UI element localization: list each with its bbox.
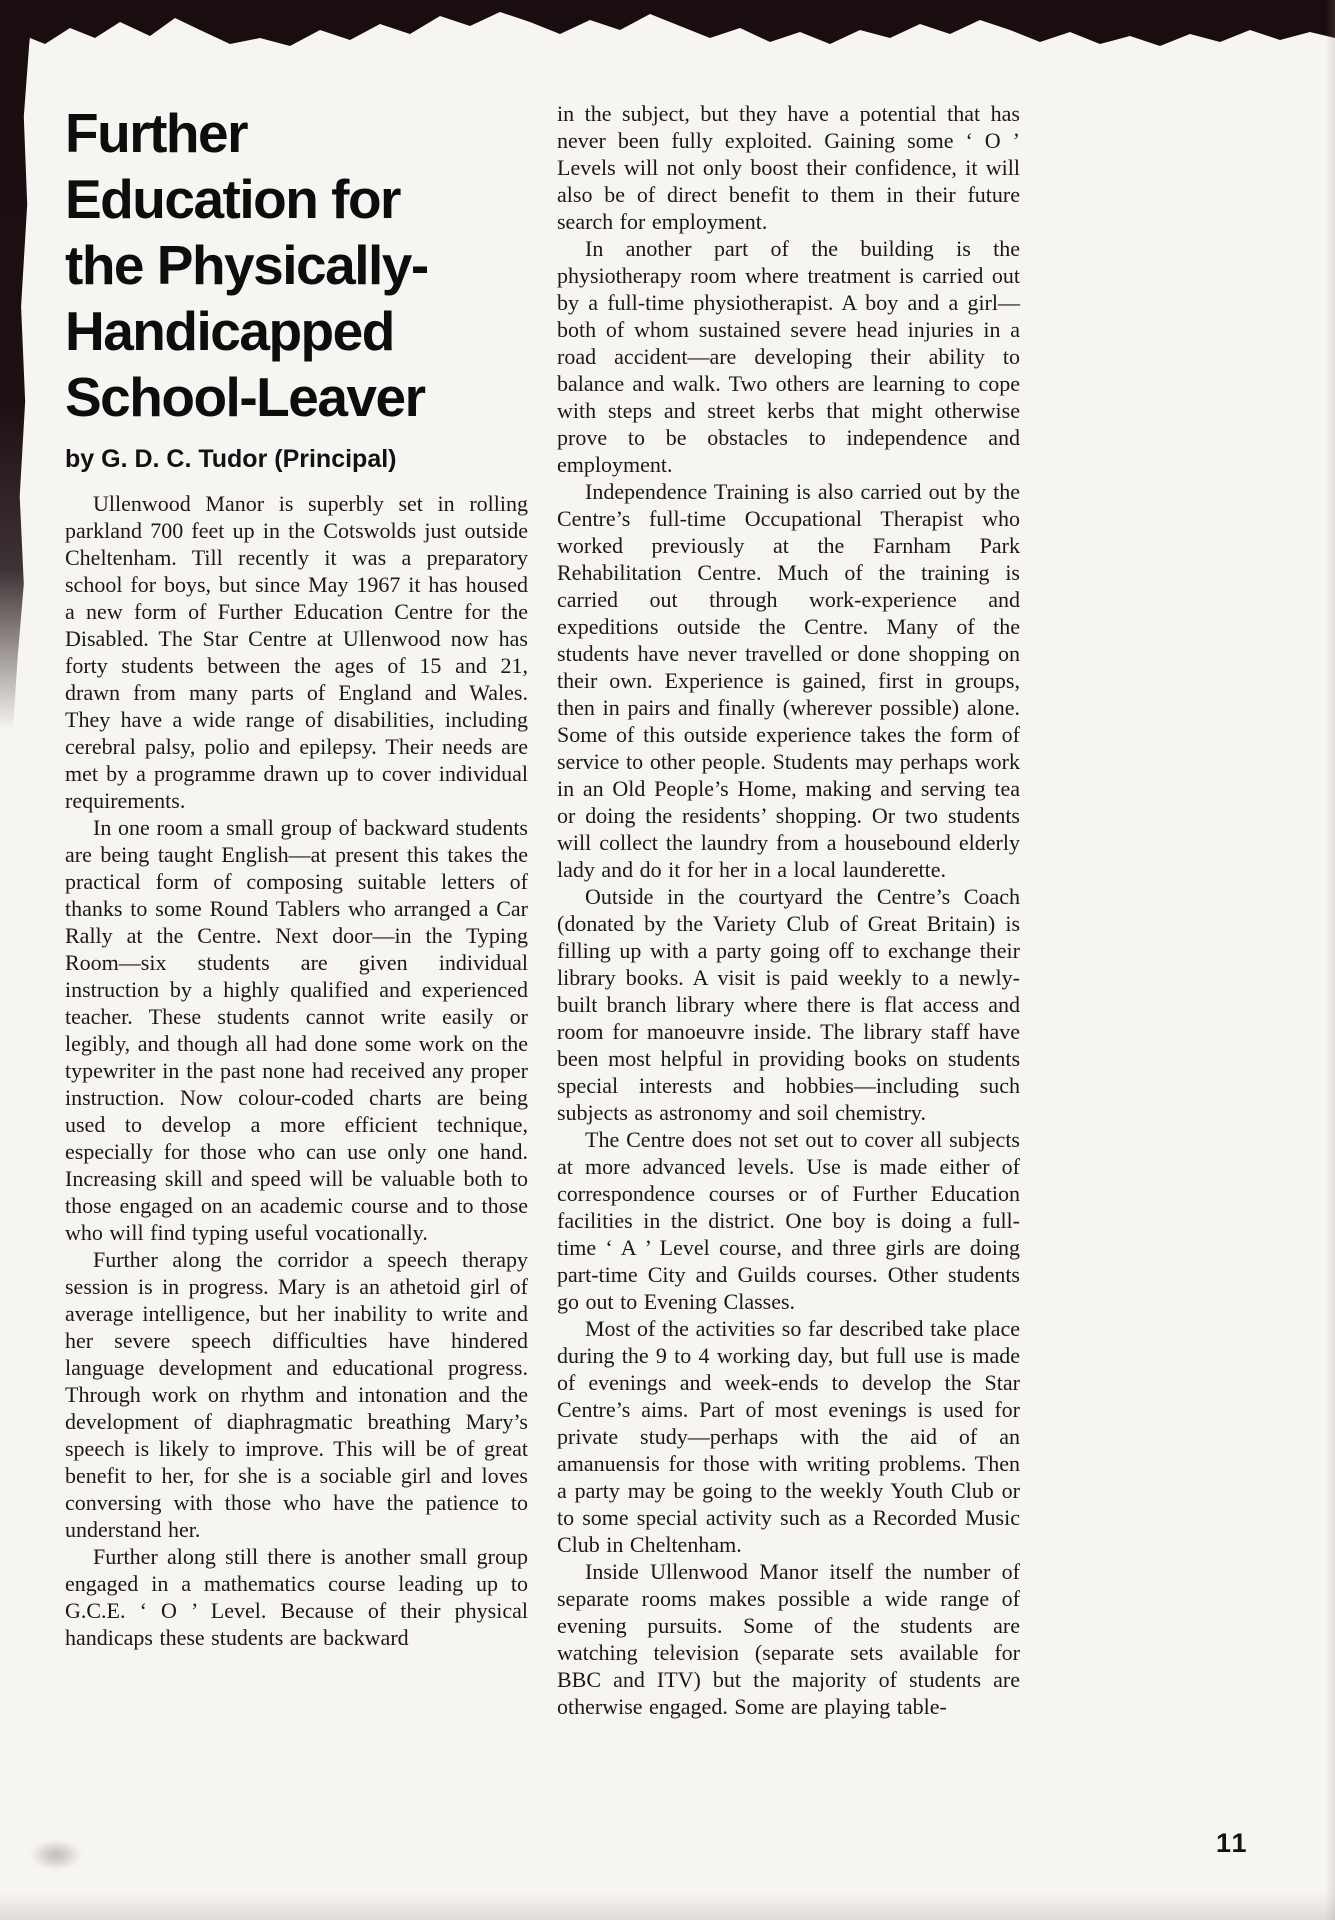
scan-shadow-right	[1325, 0, 1335, 1920]
paragraph: Further along still there is another small group engaged in a mathematics course leading up to G.C.E. ‘ O ’ Level. Because of their physical handicaps these students are backward	[65, 1544, 528, 1650]
left-column-text	[65, 490, 528, 1651]
page-number: 11	[1216, 1828, 1249, 1858]
scan-streak-left	[0, 0, 34, 730]
paragraph: Further along the corridor a speech therapy session is in progress. Mary is an athetoid girl of average intelligence, but her inability to write and her severe speech difficulties have hindered language development and educational progress. Through work on rhythm and intonation and the development of diaphragmatic breathing Mary’s speech is likely to improve. This will be of great benefit to her, for she is a sociable girl and loves conversing with those who have the patience to understand her.	[65, 1247, 528, 1542]
paragraph: Inside Ullenwood Manor itself the number of separate rooms makes possible a wide range of evening pursuits. Some of the students are watching television (separate sets available for BBC and ITV) but the majority of students are otherwise engaged. Some are playing table-	[557, 1559, 1020, 1719]
title-line: School-Leaver	[65, 366, 425, 428]
scan-shadow-bottom	[0, 1892, 1335, 1920]
paragraph: in the subject, but they have a potential that has never been fully exploited. Gaining some ‘ O ’ Levels will not only boost their confidence, it will also be of direct benefit to them in their future search for employment.	[557, 101, 1020, 234]
byline: by G. D. C. Tudor (Principal)	[65, 445, 397, 473]
paragraph: Ullenwood Manor is superbly set in rolling parkland 700 feet up in the Cotswolds just outside Cheltenham. Till recently it was a preparatory school for boys, but since May 1967 it has housed a new form of Further Education Centre for the Disabled. The Star Centre at Ullenwood now has forty students between the ages of 15 and 21, drawn from many parts of England and Wales. They have a wide range of disabilities, including cerebral palsy, polio and epilepsy. Their needs are met by a programme drawn up to cover individual requirements.	[65, 491, 528, 813]
article-title	[65, 100, 528, 430]
torn-edge-shape	[0, 0, 1335, 56]
paragraph: In one room a small group of backward students are being taught English—at present this takes the practical form of composing suitable letters of thanks to some Round Tablers who arranged a Car Rally at the Centre. Next door—in the Typing Room—six students are given individual instruction by a highly qualified and experienced teacher. These students cannot write easily or legibly, and though all had done some work on the typewriter in the past none had received any proper instruction. Now colour-coded charts are being used to develop a more efficient technique, especially for those who can use only one hand. Increasing skill and speed will be valuable both to those engaged on an academic course and to those who will find typing useful vocationally.	[65, 815, 528, 1245]
right-column	[557, 100, 1020, 1720]
paragraph: Independence Training is also carried out by the Centre’s full-time Occupational Therapist who worked previously at the Farnham Park Rehabilitation Centre. Much of the training is carried out through work-experience and expeditions outside the Centre. Many of the students have never travelled or done shopping on their own. Experience is gained, first in groups, then in pairs and finally (wherever possible) alone. Some of this outside experience takes the form of service to other people. Students may perhaps work in an Old People’s Home, making and serving tea or doing the residents’ shopping. Or two students will collect the laundry from a housebound elderly lady and do it for her in a local launderette.	[557, 479, 1020, 882]
title-line: Handicapped	[65, 300, 394, 362]
paragraph: In another part of the building is the physiotherapy room where treatment is carried out by a full-time physiotherapist. A boy and a girl—both of whom sustained severe head injuries in a road accident—are developing their ability to balance and walk. Two others are learning to cope with steps and street kerbs that might otherwise prove to be obstacles to independence and employment.	[557, 236, 1020, 477]
left-column	[65, 100, 528, 1651]
title-line: Further	[65, 102, 247, 164]
title-line: Education for	[65, 168, 400, 230]
scan-torn-edge-top	[0, 0, 1335, 56]
scan-smudge-bottom-left	[30, 1840, 82, 1870]
paragraph: Outside in the courtyard the Centre’s Coach (donated by the Variety Club of Great Britain) is filling up with a party going off to exchange their library books. A visit is paid weekly to a newly-built branch library where there is flat access and room for manoeuvre inside. The library staff have been most helpful in providing books on students special interests and hobbies—including such subjects as astronomy and soil chemistry.	[557, 884, 1020, 1125]
paragraph: The Centre does not set out to cover all subjects at more advanced levels. Use is made either of correspondence courses or of Further Education facilities in the district. One boy is doing a full-time ‘ A ’ Level course, and three girls are doing part-time City and Guilds courses. Other students go out to Evening Classes.	[557, 1127, 1020, 1314]
paragraph: Most of the activities so far described take place during the 9 to 4 working day, but full use is made of evenings and week-ends to develop the Star Centre’s aims. Part of most evenings is used for private study—perhaps with the aid of an amanuensis for those with writing problems. Then a party may be going to the weekly Youth Club or to some special activity such as a Recorded Music Club in Cheltenham.	[557, 1316, 1020, 1557]
title-line: the Physically-	[65, 234, 428, 296]
